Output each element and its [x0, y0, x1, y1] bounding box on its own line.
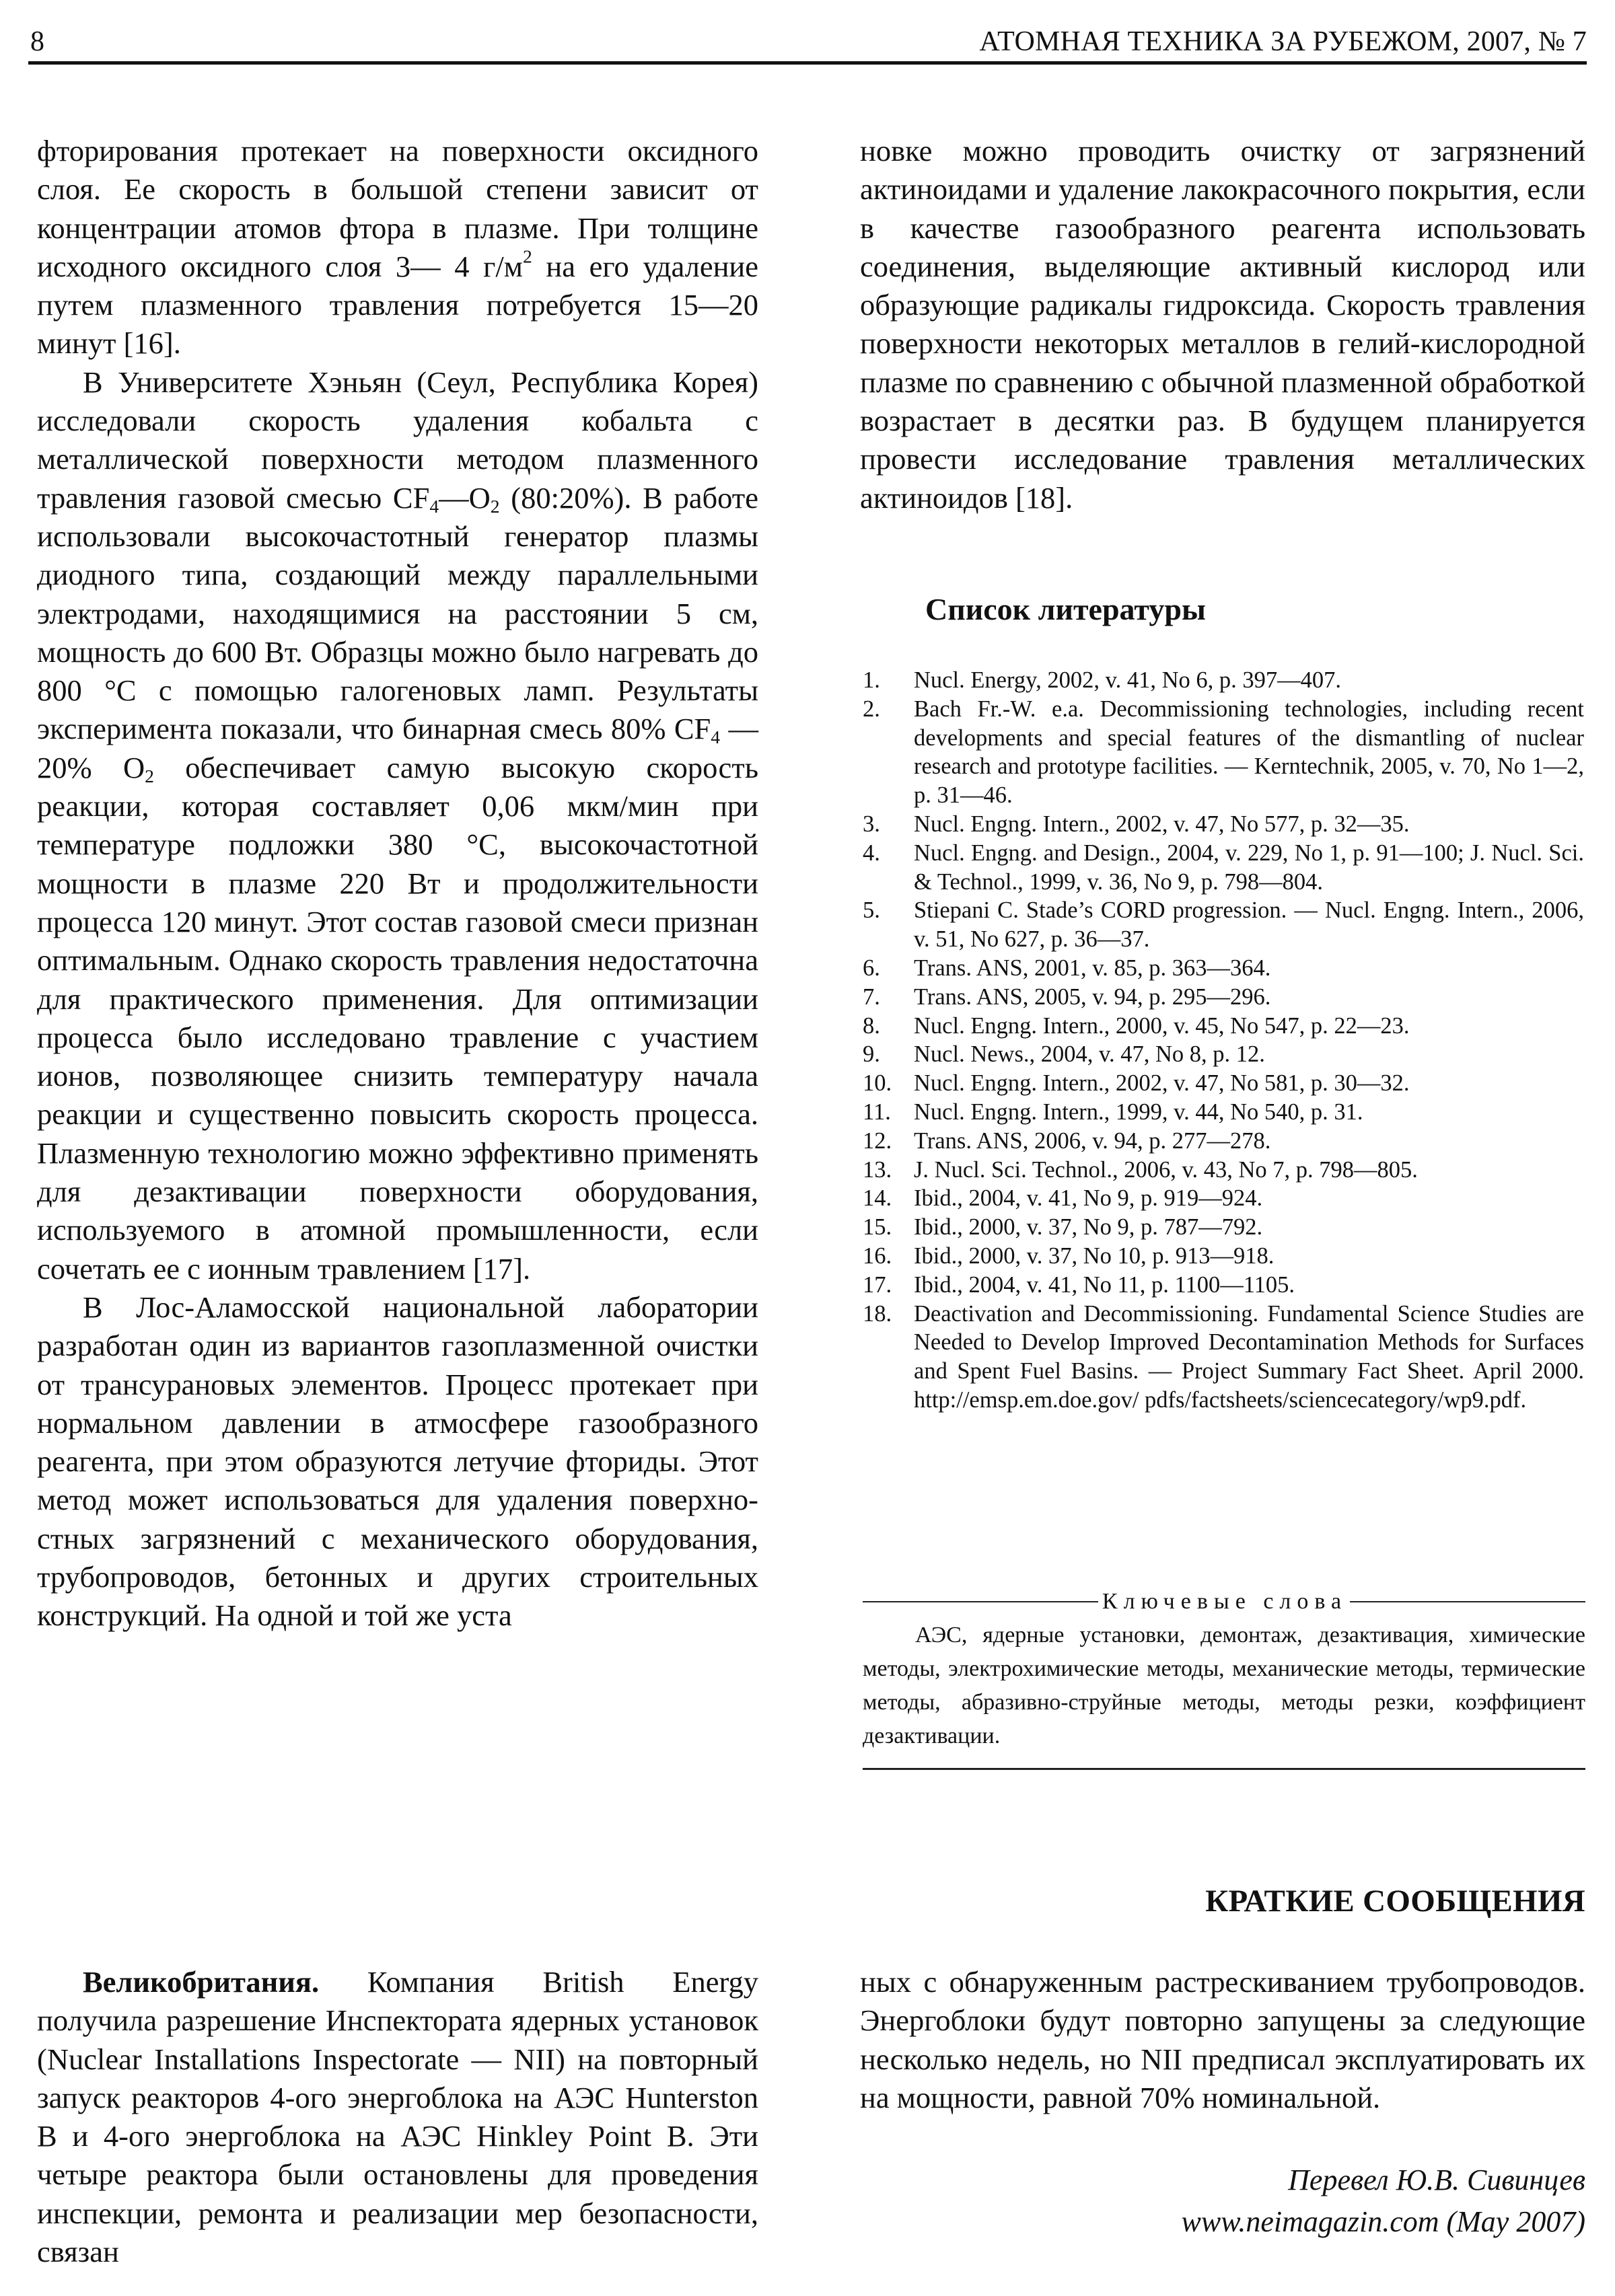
reference-item: [863, 1040, 1584, 1069]
subscript: 4: [429, 495, 439, 517]
superscript: 2: [522, 246, 532, 267]
news-country-lead: Великобритания.: [83, 1965, 320, 1999]
reference-number: 2.: [863, 696, 880, 722]
reference-text: Nucl. Engng. and Design., 2004, v. 229, No 1, p. 91—100; J. Nucl. Sci. & Technol., 1999, v. 36, No 9, p. 798—804.: [914, 840, 1584, 895]
reference-number: 11.: [863, 1099, 891, 1125]
text-run: —O: [439, 480, 491, 515]
article-left-column: [37, 132, 758, 1635]
reference-number: 4.: [863, 840, 880, 866]
reference-text: Trans. ANS, 2001, v. 85, p. 363—364.: [914, 955, 1271, 981]
reference-text: Ibid., 2000, v. 37, No 9, p. 787—792.: [914, 1214, 1263, 1240]
text-run: обеспечивает самую высокую скорость реакции, которая составляет 0,06 мкм/мин при температуре подложки 380 °C, высокочастотной мощности в плазме 220 Вт и продолжительности процесса 120 минут. Этот состав газовой смеси признан оптимальным. Однако скорость травления недостаточна для практического применения. Для оптимизации процесса было исследовано травление с участием ионов, позволяющее снизить температуру начала реакции и существенно повысить скорость процесса. Плазменную технологию можно эффективно применять для дезактивации поверхности оборудования, используемого в атомной промышленности, если сочетать ее с ионным травлением [17].: [37, 750, 758, 1286]
article-right-column: [860, 132, 1585, 517]
reference-text: Nucl. Energy, 2002, v. 41, No 6, p. 397—407.: [914, 667, 1341, 693]
reference-item: [863, 666, 1584, 695]
news-paragraph: [37, 1963, 758, 2271]
reference-number: 10.: [863, 1070, 892, 1097]
reference-item: [863, 1242, 1584, 1271]
text-run: — 20% O: [37, 712, 759, 784]
reference-text: Nucl. News., 2004, v. 47, No 8, p. 12.: [914, 1041, 1265, 1068]
reference-item: [863, 1300, 1584, 1415]
news-section-title: КРАТКИЕ СООБЩЕНИЯ: [1205, 1884, 1585, 1919]
references-title: Список литературы: [925, 592, 1206, 626]
paragraph: В Лос-Аламосской национальной лаборатории разработан один из вариантов газоплазменной очистки от трансурановых элементов. Процесс протекает при нормальном давлении в атмосфере газообразного реагента, при этом образуются летучие фториды. Этот метод может использоваться для удаления поверхностных загрязнений с механического оборудования, трубопроводов, бетонных и других строительных конструкций. На одной и той же уста: [37, 1290, 758, 1633]
reference-number: 13.: [863, 1156, 892, 1183]
divider: [863, 1601, 1098, 1602]
text-run: (80:20%). В работе использовали высокочастотный генератор плазмы диодного типа, создающий между параллельными электродами, находящимися на расстоянии 5 см, мощность до 600 Вт. Образцы можно было нагревать до 800 °C с помощью галогеновых ламп. Результаты эксперимента показали, что бинарная смесь 80% CF: [37, 480, 758, 746]
credits: [1182, 2159, 1585, 2243]
reference-item: [863, 954, 1584, 983]
keywords-header: [863, 1585, 1585, 1619]
reference-item: [863, 1069, 1584, 1098]
reference-item: [863, 1184, 1584, 1213]
reference-item: [863, 1156, 1584, 1185]
reference-text: Ibid., 2000, v. 37, No 10, p. 913—918.: [914, 1243, 1275, 1269]
divider: [1350, 1601, 1585, 1602]
text-run: В Университете Хэньян (Сеул, Республика Корея) исследовали скорость удаления кобальта с металлической поверхности методом плазменного травления газовой смесью CF: [37, 365, 758, 515]
text-run: фторирования протекает на поверхности оксидного слоя. Ее скорость в большой степени зависит от концентрации атомов фтора в плазме. При толщине исходного оксидного слоя 3— 4 г/м: [37, 134, 758, 283]
reference-text: Nucl. Engng. Intern., 1999, v. 44, No 540, p. 31.: [914, 1099, 1363, 1125]
paragraph: [37, 132, 758, 363]
journal-title: АТОМНАЯ ТЕХНИКА ЗА РУБЕЖОМ, 2007, № 7: [979, 26, 1587, 57]
reference-item: [863, 810, 1584, 839]
news-paragraph: ных с обнаруженным растрескиванием трубопроводов. Энергоблоки будут повторно запущены за следующие несколько недель, но NII предписал эксплуатировать их на мощности, равной 70% номинальной.: [860, 1965, 1585, 2114]
reference-number: 7.: [863, 984, 880, 1010]
keywords-bottom-rule: [863, 1768, 1585, 1770]
keywords-label: Ключевые слова: [1102, 1589, 1348, 1614]
reference-item: [863, 1098, 1584, 1127]
text-run: на его удаление путем плазменного травления потребуется 15—20 минут [16].: [37, 249, 758, 361]
subscript: 2: [490, 495, 500, 517]
reference-item: [863, 983, 1584, 1012]
reference-item: [863, 896, 1584, 954]
reference-number: 18.: [863, 1300, 892, 1327]
paragraph: [37, 363, 758, 1288]
reference-number: 6.: [863, 955, 880, 981]
reference-number: 16.: [863, 1243, 892, 1269]
reference-text: Ibid., 2004, v. 41, No 11, p. 1100—1105.: [914, 1271, 1295, 1298]
reference-item: [863, 1012, 1584, 1041]
reference-item: [863, 695, 1584, 810]
paragraph: новке можно проводить очистку от загрязнений актиноидами и удаление лакокрасочного покрытия, если в качестве газообразного реагента использовать соединения, выделяющие активный кислород или образующие радикалы гидроксида. Скорость травления поверхности некоторых металлов в гелий-кислородной плазме по сравнению с обычной плазменной обработкой возрастает в десятки раз. В будущем планируется провести исследование травления металлических актиноидов [18].: [860, 134, 1585, 515]
reference-number: 17.: [863, 1271, 892, 1298]
reference-text: Ibid., 2004, v. 41, No 9, p. 919—924.: [914, 1185, 1263, 1212]
translator-credit: Перевел Ю.В. Сивинцев: [1288, 2163, 1585, 2196]
reference-text: Nucl. Engng. Intern., 2002, v. 47, No 581, p. 30—32.: [914, 1070, 1410, 1097]
reference-text: Trans. ANS, 2005, v. 94, p. 295—296.: [914, 984, 1271, 1010]
reference-item: [863, 1271, 1584, 1300]
source-credit: www.neimagazin.com (May 2007): [1181, 2205, 1585, 2238]
news-left-column: [37, 1963, 758, 2271]
reference-item: [863, 1213, 1584, 1242]
reference-text: Stiepani C. Stade’s CORD progression. — Nucl. Engng. Intern., 2006, v. 51, No 627, p. 36—37.: [914, 897, 1584, 953]
news-right-column: [860, 1963, 1585, 2117]
reference-text: Nucl. Engng. Intern., 2000, v. 45, No 547, p. 22—23.: [914, 1012, 1410, 1039]
reference-number: 1.: [863, 667, 880, 693]
reference-number: 8.: [863, 1012, 880, 1039]
reference-text: Trans. ANS, 2006, v. 94, p. 277—278.: [914, 1127, 1271, 1154]
header-rule: [28, 61, 1587, 65]
reference-number: 3.: [863, 811, 880, 837]
reference-item: [863, 1127, 1584, 1156]
subscript: 4: [711, 727, 721, 748]
reference-item: [863, 839, 1584, 897]
reference-number: 14.: [863, 1185, 892, 1212]
reference-text: J. Nucl. Sci. Technol., 2006, v. 43, No 7, p. 798—805.: [914, 1156, 1418, 1183]
reference-text: Bach Fr.-W. e.a. Decommissioning technologies, including recent developments and special features of the dismantling of nuclear research and prototype facilities. — Kerntechnik, 2005, v. 70, No 1—2, p. 31—46.: [914, 696, 1584, 809]
text-run: Компания British Energy получила разрешение Инспектората ядерных установок (Nuclear Installations Inspectorate — NII) на повторный запуск реакторов 4-ого энергоблока на АЭС Hunterston B и 4-ого энергоблока на АЭС Hinkley Point B. Эти четыре реактора были остановлены для проведения инспекции, ремонта и реализации мер безопасности, связан: [37, 1965, 758, 2269]
reference-number: 15.: [863, 1214, 892, 1240]
reference-text: Deactivation and Decommissioning. Fundamental Science Studies are Needed to Develop Improved Decontamination Methods for Surfaces and Spent Fuel Basins. — Project Summary Fact Sheet. April 2000. http://emsp.em.doe.gov/ pdfs/factsheets/sciencecategory/wp9.pdf.: [914, 1300, 1584, 1413]
reference-text: Nucl. Engng. Intern., 2002, v. 47, No 577, p. 32—35.: [914, 811, 1410, 837]
subscript: 2: [145, 765, 154, 786]
running-head: [28, 19, 1587, 59]
reference-number: 12.: [863, 1127, 892, 1154]
reference-number: 5.: [863, 897, 880, 924]
keywords-text: АЭС, ядерные установки, демонтаж, дезактивация, химические методы, электрохимические методы, механические методы, термические методы, абразивно-струйные методы, методы резки, коэффициент дезактивации.: [863, 1623, 1585, 1748]
page-number: 8: [30, 26, 44, 57]
references-list: [863, 666, 1584, 1415]
reference-number: 9.: [863, 1041, 880, 1068]
